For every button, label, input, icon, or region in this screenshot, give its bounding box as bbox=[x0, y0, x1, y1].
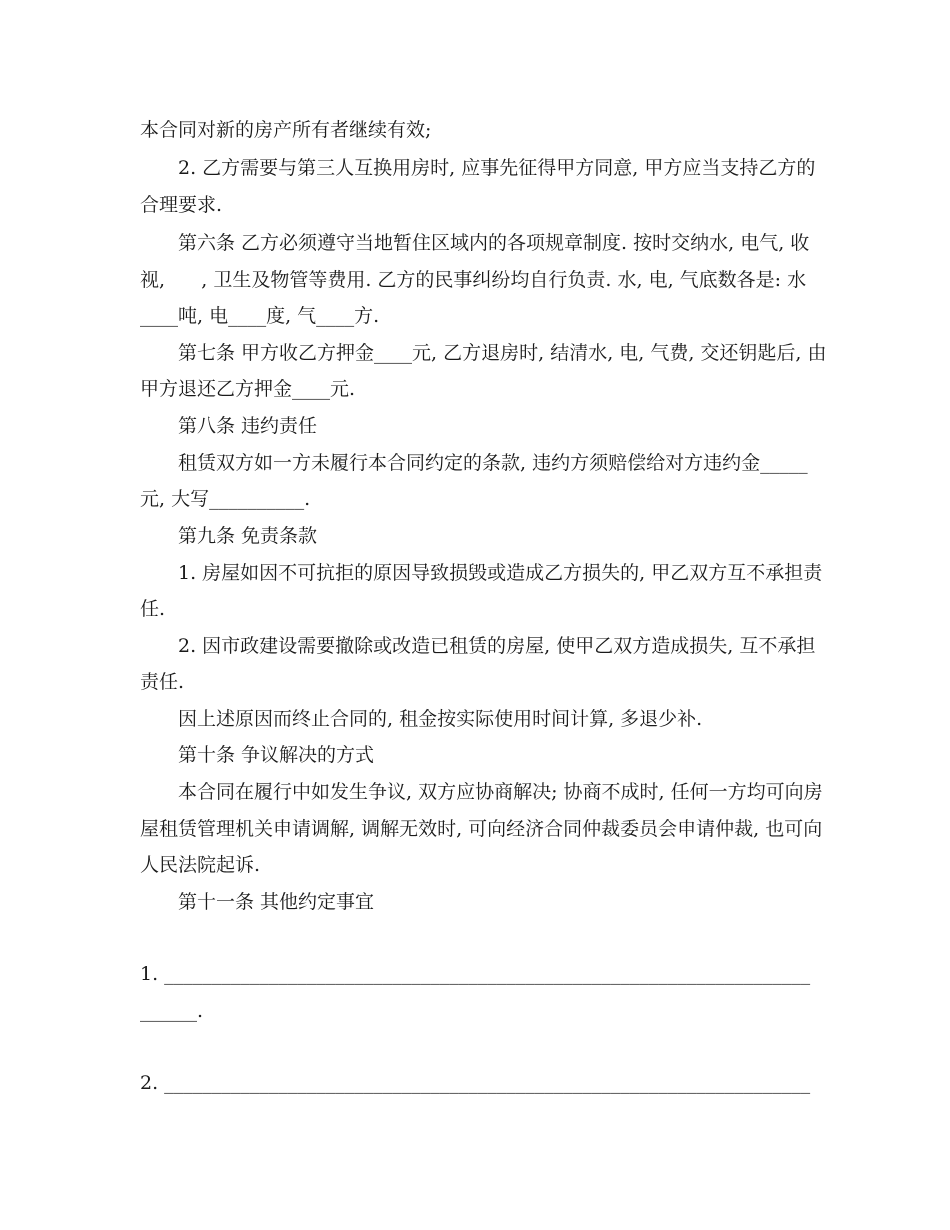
text-line: ______. bbox=[140, 1000, 204, 1022]
clause-9-heading: 第九条 免责条款 bbox=[178, 525, 318, 547]
text-line: 2. 乙方需要与第三人互换用房时, 应事先征得甲方同意, 甲方应当支持乙方的 bbox=[178, 157, 816, 179]
text-line: 合理要求. bbox=[140, 194, 223, 216]
text-line: 本合同在履行中如发生争议, 双方应协商解决; 协商不成时, 任何一方均可向房 bbox=[178, 781, 823, 803]
text-line: 2. 因市政建设需要撤除或改造已租赁的房屋, 使甲乙双方造成损失, 互不承担 bbox=[178, 635, 816, 657]
text-line: 视, , 卫生及物管等费用. 乙方的民事纠纷均自行负责. 水, 电, 气底数各是: 水 bbox=[140, 269, 807, 291]
text-line: 责任. bbox=[140, 671, 185, 693]
blank-item-2: 2. ____________________________________________________________________ bbox=[140, 1072, 811, 1094]
text-line: 因上述原因而终止合同的, 租金按实际使用时间计算, 多退少补. bbox=[178, 708, 703, 730]
text-line: 本合同对新的房产所有者继续有效; bbox=[140, 119, 432, 141]
text-line: 人民法院起诉. bbox=[140, 854, 261, 876]
clause-8-heading: 第八条 违约责任 bbox=[178, 415, 318, 437]
text-line: 任. bbox=[140, 598, 166, 620]
text-line: ____吨, 电____度, 气____方. bbox=[140, 305, 380, 327]
clause-7-heading: 第七条 甲方收乙方押金____元, 乙方退房时, 结清水, 电, 气费, 交还钥匙后, 由 bbox=[178, 342, 827, 364]
text-line: 甲方退还乙方押金____元. bbox=[140, 378, 356, 400]
blank-item-1: 1. ____________________________________________________________________ bbox=[140, 963, 811, 985]
text-line: 1. 房屋如因不可抗拒的原因导致损毁或造成乙方损失的, 甲乙双方互不承担责 bbox=[178, 562, 823, 584]
text-line: 屋租赁管理机关申请调解, 调解无效时, 可向经济合同仲裁委员会申请仲裁, 也可向 bbox=[140, 818, 823, 840]
clause-10-heading: 第十条 争议解决的方式 bbox=[178, 744, 375, 766]
text-line: 元, 大写__________. bbox=[140, 488, 311, 510]
clause-11-heading: 第十一条 其他约定事宜 bbox=[178, 891, 375, 913]
text-line: 租赁双方如一方未履行本合同约定的条款, 违约方须赔偿给对方违约金_____ bbox=[178, 452, 808, 474]
clause-6-heading: 第六条 乙方必须遵守当地暂住区域内的各项规章制度. 按时交纳水, 电气, 收 bbox=[178, 232, 810, 254]
